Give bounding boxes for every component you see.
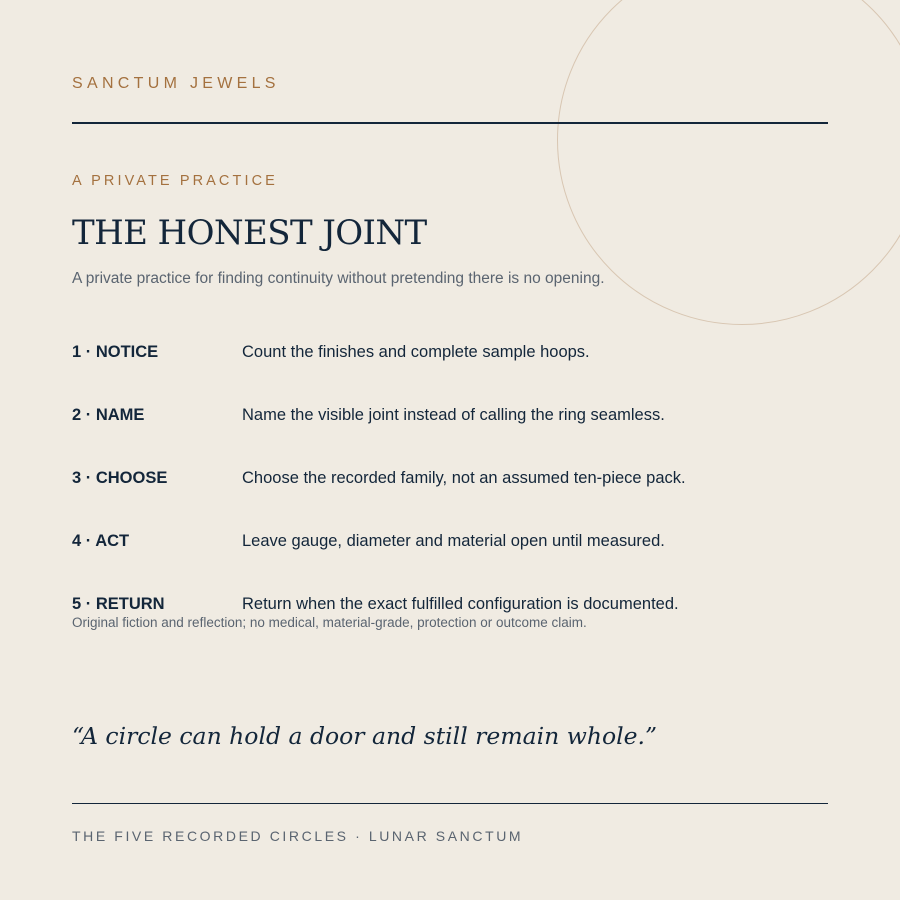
decorative-circle [557, 0, 900, 325]
step-name [72, 405, 828, 427]
top-divider [72, 122, 828, 124]
step-text: Count the finishes and complete sample hoops. [242, 343, 590, 361]
step-label: 3 · CHOOSE [72, 469, 168, 487]
footer-caption: THE FIVE RECORDED CIRCLES · LUNAR SANCTUM [72, 828, 524, 844]
step-text: Leave gauge, diameter and material open until measured. [242, 532, 665, 550]
step-choose [72, 468, 828, 490]
brand-name: SANCTUM JEWELS [72, 75, 280, 92]
step-label: 5 · RETURN [72, 595, 165, 613]
step-return [72, 594, 828, 616]
step-text: Return when the exact fulfilled configuration is documented. [242, 595, 679, 613]
section-kicker: A PRIVATE PRACTICE [72, 173, 278, 189]
page-subtitle: A private practice for finding continuity without pretending there is no opening. [72, 270, 605, 287]
step-notice [72, 342, 828, 364]
step-label: 2 · NAME [72, 406, 145, 424]
page-title: THE HONEST JOINT [72, 213, 427, 253]
step-text: Choose the recorded family, not an assumed ten-piece pack. [242, 469, 686, 487]
step-act [72, 531, 828, 553]
bottom-divider [72, 803, 828, 804]
step-label: 1 · NOTICE [72, 343, 159, 361]
step-label: 4 · ACT [72, 532, 130, 550]
disclaimer-note: Original fiction and reflection; no medical, material-grade, protection or outcome claim. [72, 615, 587, 630]
step-text: Name the visible joint instead of calling the ring seamless. [242, 406, 665, 424]
pull-quote: “A circle can hold a door and still remain whole.” [72, 722, 658, 750]
